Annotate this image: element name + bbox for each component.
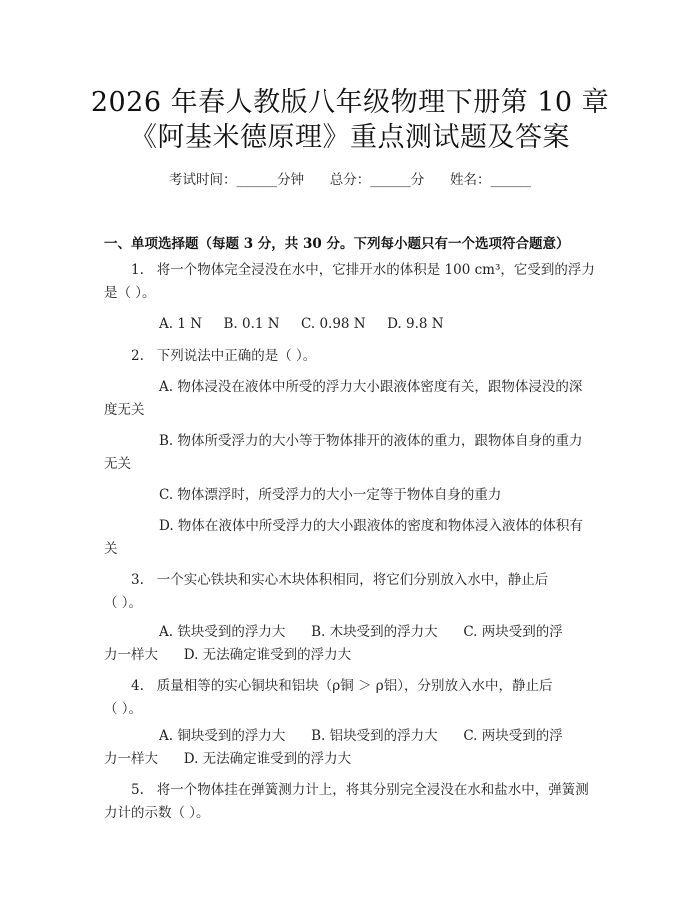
question-2-option-b-line-1: B. 物体所受浮力的大小等于物体排开的液体的重力，跟物体自身的重力 [159, 433, 583, 449]
question-3-stem-line-2: （ ）。 [104, 595, 143, 611]
question-1-options: A. 1 N B. 0.1 N C. 0.98 N D. 9.8 N [159, 316, 444, 332]
question-1-stem-line-1: 1. 将一个物体完全浸没在水中，它排开水的体积是 100 cm³，它受到的浮力 [131, 262, 595, 278]
question-2-option-c: C. 物体漂浮时，所受浮力的大小一定等于物体自身的重力 [159, 487, 502, 503]
question-2-option-a-line-2: 度无关 [104, 402, 145, 418]
question-5-stem-line-1: 5. 将一个物体挂在弹簧测力计上，将其分别完全浸没在水和盐水中，弹簧测 [131, 782, 589, 798]
question-3-options-line-1: A. 铁块受到的浮力大 B. 木块受到的浮力大 C. 两块受到的浮 [159, 624, 563, 640]
question-1-stem-line-2: 是（ ）。 [104, 285, 156, 301]
question-3-options-line-2: 力一样大 D. 无法确定谁受到的浮力大 [104, 647, 352, 663]
section-heading: 一、单项选择题（每题 3 分，共 30 分。下列每小题只有一个选项符合题意） [104, 236, 570, 252]
document-title-line-2: 《阿基米德原理》重点测试题及答案 [130, 122, 570, 153]
question-5-stem-line-2: 力计的示数（ ）。 [104, 805, 210, 821]
question-4-stem-line-1: 4. 质量相等的实心铜块和铝块（ρ铜 ＞ ρ铝），分别放入水中，静止后 [131, 678, 553, 694]
question-2-option-a-line-1: A. 物体浸没在液体中所受的浮力大小跟液体密度有关，跟物体浸没的深 [159, 379, 583, 395]
question-4-stem-line-2: （ ）。 [104, 701, 143, 717]
document-title-line-1: 2026 年春人教版八年级物理下册第 10 章 [90, 87, 610, 118]
question-3-stem-line-1: 3. 一个实心铁块和实心木块体积相同，将它们分别放入水中，静止后 [131, 572, 549, 588]
question-2-stem: 2. 下列说法中正确的是（ ）。 [131, 348, 317, 364]
question-2-option-d-line-1: D. 物体在液体中所受浮力的大小跟液体的密度和物体浸入液体的体积有 [159, 518, 583, 534]
question-2-option-b-line-2: 无关 [104, 456, 131, 472]
question-4-options-line-2: 力一样大 D. 无法确定谁受到的浮力大 [104, 751, 352, 767]
question-4-options-line-1: A. 铜块受到的浮力大 B. 铝块受到的浮力大 C. 两块受到的浮 [159, 728, 563, 744]
exam-info-line: 考试时间：______分钟 总分：______分 姓名：______ [169, 172, 531, 188]
question-2-option-d-line-2: 关 [104, 541, 118, 557]
